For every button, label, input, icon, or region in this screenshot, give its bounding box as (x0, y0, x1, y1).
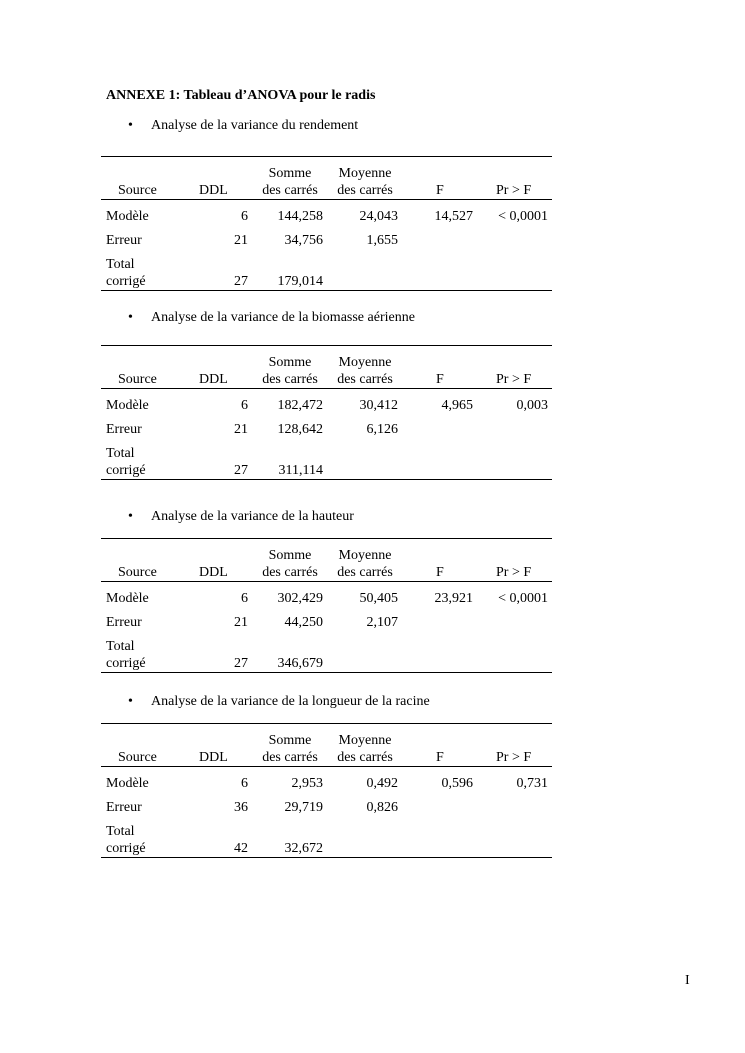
anova-table (101, 156, 552, 291)
header-ss-line2: des carrés (262, 750, 318, 765)
cell-ddl: 36 (234, 800, 248, 815)
page-number: I (685, 973, 690, 988)
page-title: ANNEXE 1: Tableau d’ANOVA pour le radis (106, 88, 376, 103)
cell-source: Total (106, 257, 135, 272)
cell-ss: 144,258 (277, 209, 323, 224)
cell-ddl: 6 (241, 398, 248, 413)
bullet-icon: • (128, 310, 133, 325)
section-caption (128, 118, 358, 134)
header-f: F (436, 750, 444, 765)
header-ss-line1: Somme (268, 355, 312, 370)
cell-f: 0,596 (441, 776, 473, 791)
header-ms-line1: Moyenne (338, 733, 392, 748)
cell-ddl: 6 (241, 209, 248, 224)
cell-source: Erreur (106, 233, 142, 248)
header-ss-line1: Somme (268, 166, 312, 181)
header-f: F (436, 372, 444, 387)
header-ms-line1: Moyenne (338, 166, 392, 181)
section-caption-text: Analyse de la variance de la longueur de la racine (151, 694, 430, 709)
cell-ss: 2,953 (291, 776, 323, 791)
header-f: F (436, 565, 444, 580)
cell-ddl: 42 (234, 841, 248, 856)
header-ddl: DDL (199, 565, 228, 580)
cell-f: 23,921 (434, 591, 473, 606)
cell-ms: 1,655 (366, 233, 398, 248)
cell-ss: 29,719 (284, 800, 323, 815)
header-source: Source (118, 565, 157, 580)
table-body (101, 200, 552, 290)
header-ddl: DDL (199, 183, 228, 198)
header-ms-line1: Moyenne (338, 548, 392, 563)
cell-ddl: 6 (241, 776, 248, 791)
table-header (101, 157, 552, 200)
section-caption (128, 310, 415, 326)
header-p: Pr > F (496, 750, 532, 765)
cell-source-line2: corrigé (106, 656, 146, 671)
cell-ddl: 6 (241, 591, 248, 606)
table-body (101, 767, 552, 857)
cell-ms: 6,126 (366, 422, 398, 437)
cell-source: Erreur (106, 422, 142, 437)
cell-source-line2: corrigé (106, 841, 146, 856)
section-caption-text: Analyse de la variance de la biomasse aérienne (151, 310, 415, 325)
cell-source: Modèle (106, 398, 149, 413)
bullet-icon: • (128, 509, 133, 524)
header-ss-line1: Somme (268, 733, 312, 748)
cell-ddl: 21 (234, 422, 248, 437)
cell-p: < 0,0001 (498, 209, 548, 224)
cell-ss: 44,250 (284, 615, 323, 630)
table-body (101, 389, 552, 479)
cell-source: Erreur (106, 800, 142, 815)
cell-ddl: 21 (234, 615, 248, 630)
cell-ms: 0,492 (366, 776, 398, 791)
bullet-icon: • (128, 118, 133, 133)
header-p: Pr > F (496, 372, 532, 387)
cell-f: 14,527 (434, 209, 473, 224)
header-source: Source (118, 750, 157, 765)
cell-p: 0,731 (516, 776, 548, 791)
cell-ss: 128,642 (277, 422, 323, 437)
cell-f: 4,965 (441, 398, 473, 413)
header-source: Source (118, 372, 157, 387)
section-caption (128, 509, 354, 525)
cell-ss: 179,014 (277, 274, 323, 289)
cell-p: < 0,0001 (498, 591, 548, 606)
header-source: Source (118, 183, 157, 198)
header-ss-line2: des carrés (262, 183, 318, 198)
header-ddl: DDL (199, 750, 228, 765)
section-caption (128, 694, 430, 710)
header-ms-line2: des carrés (337, 565, 393, 580)
header-ms-line2: des carrés (337, 183, 393, 198)
cell-ms: 30,412 (359, 398, 398, 413)
cell-source: Erreur (106, 615, 142, 630)
table-header (101, 539, 552, 582)
cell-ddl: 27 (234, 656, 248, 671)
cell-ms: 0,826 (366, 800, 398, 815)
header-p: Pr > F (496, 565, 532, 580)
cell-ms: 2,107 (366, 615, 398, 630)
cell-ss: 302,429 (277, 591, 323, 606)
cell-ss: 34,756 (284, 233, 323, 248)
header-ms-line2: des carrés (337, 372, 393, 387)
anova-table (101, 538, 552, 673)
cell-ddl: 21 (234, 233, 248, 248)
table-body (101, 582, 552, 672)
cell-ddl: 27 (234, 274, 248, 289)
cell-source: Total (106, 446, 135, 461)
cell-source-line2: corrigé (106, 463, 146, 478)
cell-ms: 24,043 (359, 209, 398, 224)
cell-source: Modèle (106, 776, 149, 791)
cell-source: Total (106, 824, 135, 839)
header-ms-line2: des carrés (337, 750, 393, 765)
cell-ss: 32,672 (284, 841, 323, 856)
cell-ms: 50,405 (359, 591, 398, 606)
cell-source: Modèle (106, 591, 149, 606)
cell-ss: 182,472 (277, 398, 323, 413)
header-ss-line2: des carrés (262, 372, 318, 387)
header-ms-line1: Moyenne (338, 355, 392, 370)
table-header (101, 346, 552, 389)
cell-source: Total (106, 639, 135, 654)
cell-p: 0,003 (516, 398, 548, 413)
section-caption-text: Analyse de la variance du rendement (151, 118, 359, 133)
cell-source: Modèle (106, 209, 149, 224)
anova-table (101, 345, 552, 480)
table-header (101, 724, 552, 767)
cell-ddl: 27 (234, 463, 248, 478)
cell-ss: 311,114 (278, 463, 323, 478)
anova-table (101, 723, 552, 858)
header-ddl: DDL (199, 372, 228, 387)
section-caption-text: Analyse de la variance de la hauteur (151, 509, 354, 524)
cell-source-line2: corrigé (106, 274, 146, 289)
header-ss-line1: Somme (268, 548, 312, 563)
header-f: F (436, 183, 444, 198)
header-ss-line2: des carrés (262, 565, 318, 580)
bullet-icon: • (128, 694, 133, 709)
header-p: Pr > F (496, 183, 532, 198)
cell-ss: 346,679 (277, 656, 323, 671)
